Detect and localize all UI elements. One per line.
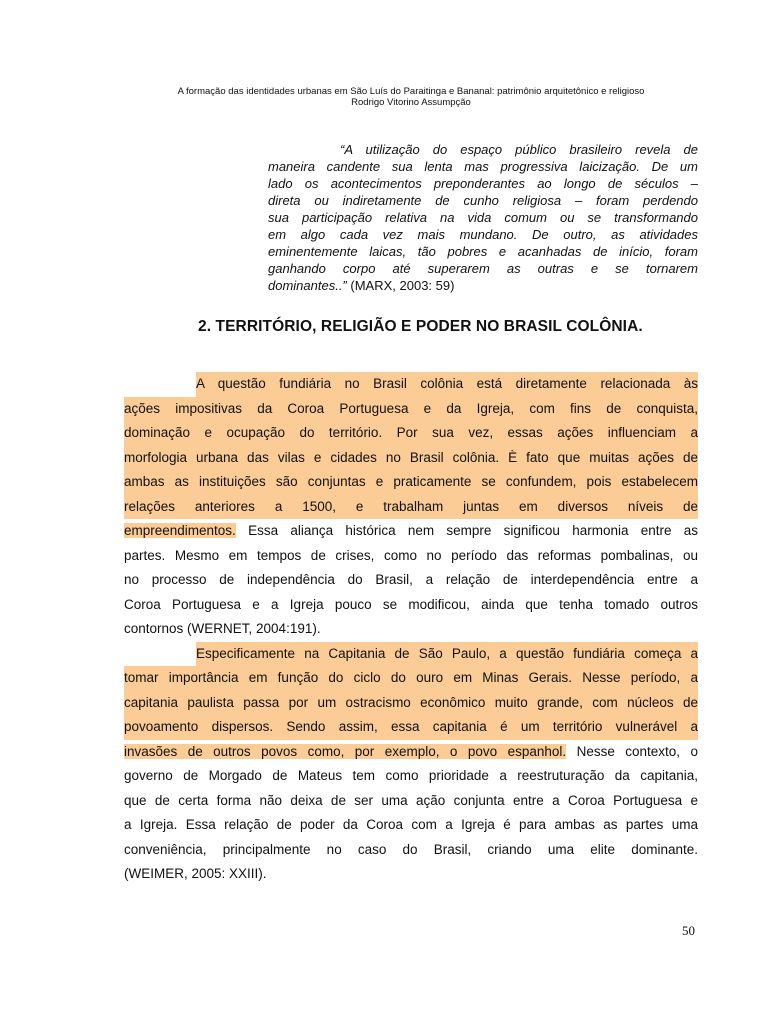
- quote-line: lado os acontecimentos preponderantes ao longo de séculos –: [268, 176, 698, 192]
- quote-line: maneira candente sua lenta mas progressiva laicização. De um: [268, 159, 698, 175]
- running-header-title: A formação das identidades urbanas em São Luís do Paraitinga e Bananal: patrimônio arquitetônico e religioso: [177, 86, 645, 97]
- paragraph-2-line: governo de Morgado de Mateus tem como prioridade a reestruturação da capitania,: [124, 768, 698, 783]
- highlighted-text: empreendimentos.: [124, 523, 236, 538]
- paragraph-1-line: contornos (WERNET, 2004:191).: [124, 621, 321, 636]
- paragraph-1-line: A questão fundiária no Brasil colônia está diretamente relacionada às: [124, 372, 698, 397]
- quote-line: “A utilização do espaço público brasileiro revela de: [340, 142, 698, 157]
- paragraph-1-line: Coroa Portuguesa e a Igreja pouco se modificou, ainda que tenha tomado outros: [124, 596, 698, 612]
- paragraph-1-line: no processo de independência do Brasil, a relação de interdependência entre a: [124, 572, 698, 587]
- block-quote: [268, 141, 698, 294]
- paragraph-1-line: morfologia urbana das vilas e cidades no Brasil colônia. È fato que muitas ações de: [124, 446, 698, 471]
- paragraph-1-line: ambas as instituições são conjuntas e praticamente se confundem, pois estabelecem: [124, 470, 698, 495]
- page-number: 50: [682, 923, 695, 938]
- paragraph-1-line: relações anteriores a 1500, e trabalham juntas em diversos níveis de: [124, 495, 698, 520]
- paragraph-2-line: que de certa forma não deixa de ser uma ação conjunta entre a Coroa Portuguesa e: [124, 792, 698, 808]
- body-text: [124, 372, 698, 887]
- paragraph-2-line: povoamento dispersos. Sendo assim, essa capitania é um território vulnerável a: [124, 715, 698, 740]
- quote-line: eminentemente laicas, tão pobres e acanhadas de início, foram: [268, 244, 698, 260]
- quote-line: direta ou indiretamente de cunho religiosa – foram perdendo: [268, 193, 698, 209]
- paragraph-1-line: dominação e ocupação do território. Por sua vez, essas ações influenciam a: [124, 421, 698, 446]
- paragraph-1-line: partes. Mesmo em tempos de crises, como no período das reformas pombalinas, ou: [124, 547, 698, 563]
- paragraph-2-line: Especificamente na Capitania de São Paulo, a questão fundiária começa a: [124, 642, 698, 667]
- paragraph-1-line: ações impositivas da Coroa Portuguesa e da Igreja, com fins de conquista,: [124, 397, 698, 422]
- paragraph-2-line: (WEIMER, 2005: XXIII).: [124, 866, 267, 881]
- paragraph-2-line: conveniência, principalmente no caso do Brasil, criando uma elite dominante.: [124, 841, 698, 857]
- quote-line: em algo cada vez mais mundano. De outro, as atividades: [268, 227, 698, 243]
- running-header-author: Rodrigo Vitorino Assumpção: [351, 97, 471, 108]
- section-heading: 2. TERRITÓRIO, RELIGIÃO E PODER NO BRASIL COLÔNIA.: [198, 318, 643, 335]
- paragraph-2-line: invasões de outros povos como, por exemplo, o povo espanhol. Nesse contexto, o: [124, 743, 698, 759]
- quote-line: ganhando corpo até superarem as outras e se tornarem: [268, 261, 698, 277]
- paragraph-2-line: tomar importância em função do ciclo do ouro em Minas Gerais. Nesse período, a: [124, 666, 698, 691]
- paragraph-1-line: empreendimentos. Essa aliança histórica nem sempre significou harmonia entre as: [124, 523, 698, 538]
- quote-line: dominantes..” (MARX, 2003: 59): [268, 278, 455, 294]
- paragraph-2-line: a Igreja. Essa relação de poder da Coroa com a Igreja é para ambas as partes uma: [124, 817, 698, 832]
- highlighted-text: invasões de outros povos como, por exemplo, o povo espanhol.: [124, 743, 567, 759]
- quote-citation: (MARX, 2003: 59): [350, 278, 455, 294]
- quote-line: sua participação relativa na vida comum ou se transformando: [268, 210, 698, 226]
- paragraph-2-line: capitania paulista passa por um ostracismo econômico muito grande, com núcleos de: [124, 691, 698, 716]
